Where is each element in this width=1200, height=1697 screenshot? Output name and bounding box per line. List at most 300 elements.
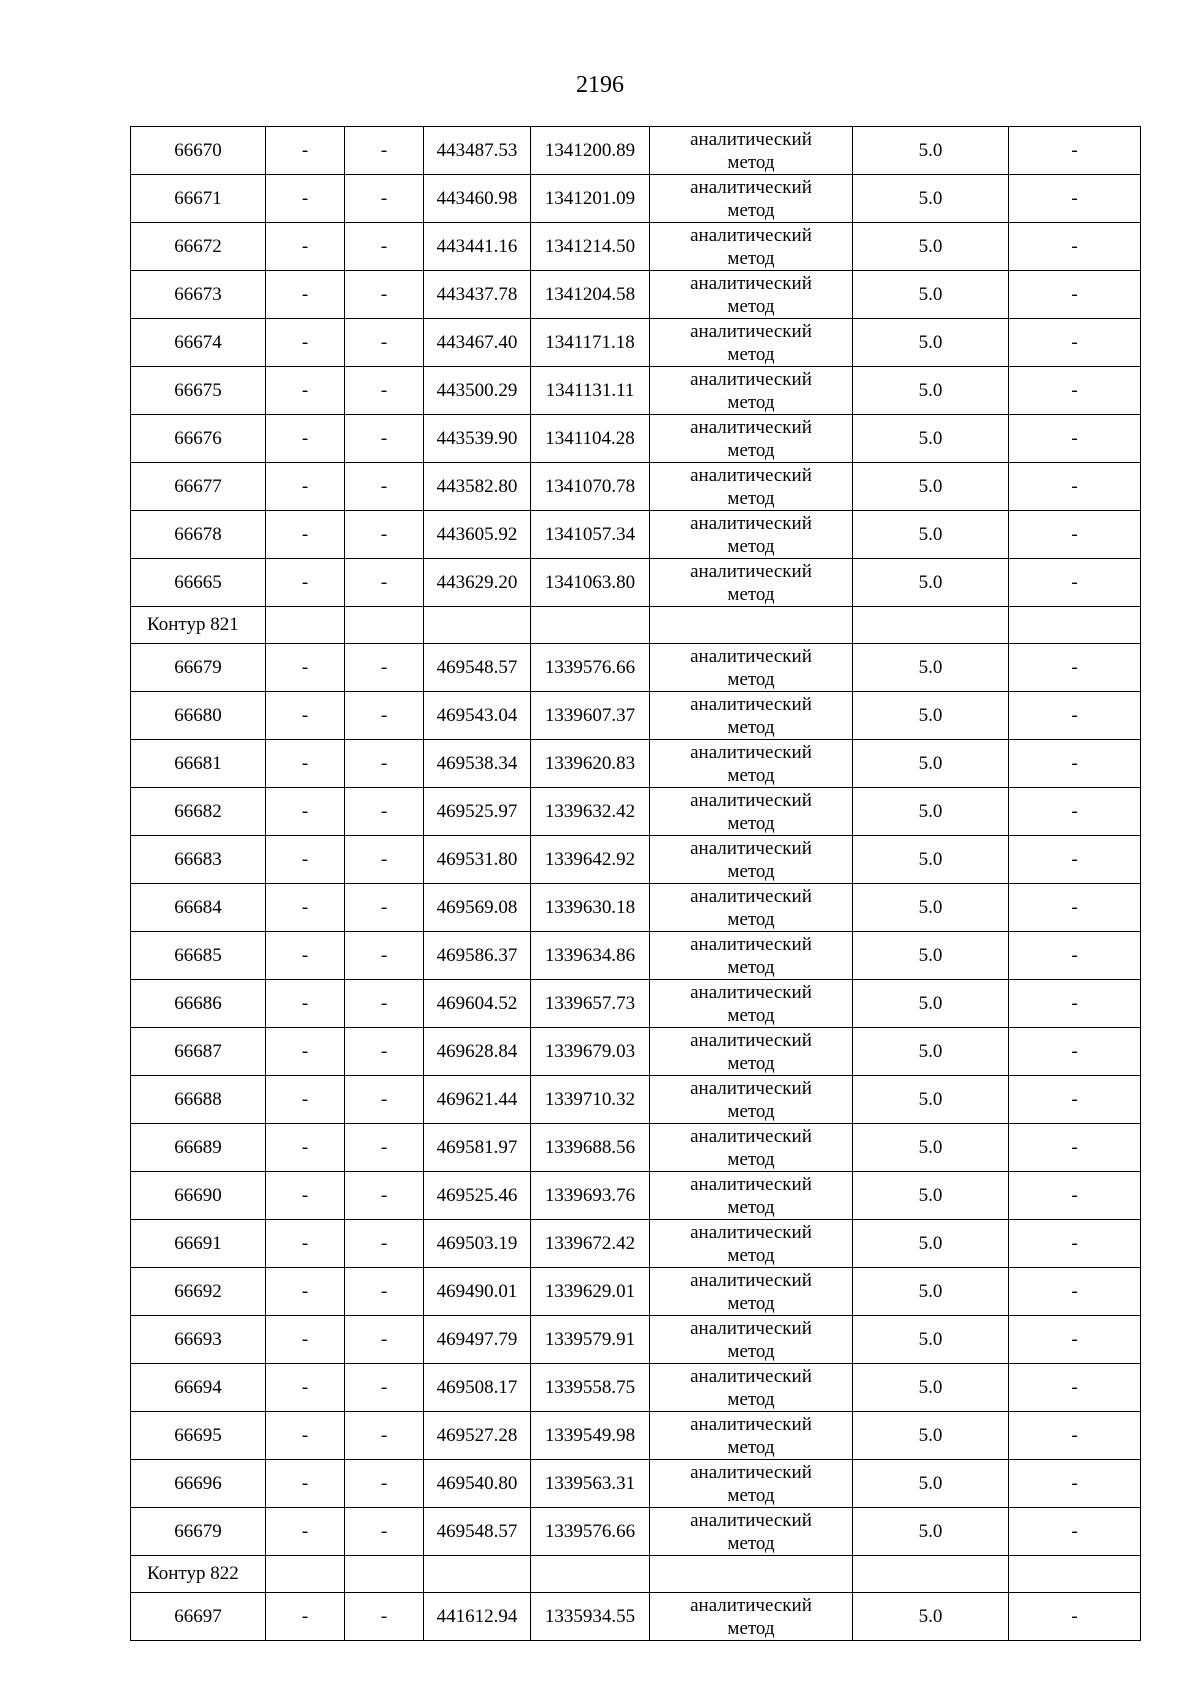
method-text: метод <box>727 1340 775 1362</box>
table-row <box>131 175 1141 223</box>
accuracy-cell: 5.0 <box>853 1508 1009 1556</box>
empty-cell <box>853 607 1009 644</box>
table-row <box>131 271 1141 319</box>
point-id-cell: 66692 <box>131 1268 266 1316</box>
method-text: метод <box>727 199 775 221</box>
method-text: метод <box>727 247 775 269</box>
accuracy-cell: 5.0 <box>853 1364 1009 1412</box>
x-coordinate-cell: 469525.46 <box>424 1172 531 1220</box>
dash-cell: - <box>345 367 424 415</box>
method-text: аналитический <box>690 224 812 246</box>
dash-cell: - <box>345 1593 424 1641</box>
y-coordinate-cell: 1341057.34 <box>531 511 650 559</box>
dash-cell: - <box>1009 644 1141 692</box>
empty-cell <box>345 1556 424 1593</box>
dash-cell: - <box>345 740 424 788</box>
method-text: аналитический <box>690 789 812 811</box>
method-text: метод <box>727 151 775 173</box>
table-row <box>131 223 1141 271</box>
dash-cell: - <box>266 1076 345 1124</box>
method-text: аналитический <box>690 1461 812 1483</box>
y-coordinate-cell: 1341104.28 <box>531 415 650 463</box>
dash-cell: - <box>266 1124 345 1172</box>
y-coordinate-cell: 1339620.83 <box>531 740 650 788</box>
x-coordinate-cell: 469503.19 <box>424 1220 531 1268</box>
method-text: аналитический <box>690 885 812 907</box>
x-coordinate-cell: 469586.37 <box>424 932 531 980</box>
x-coordinate-cell: 469531.80 <box>424 836 531 884</box>
point-id-cell: 66688 <box>131 1076 266 1124</box>
point-id-cell: 66672 <box>131 223 266 271</box>
table-row <box>131 1364 1141 1412</box>
y-coordinate-cell: 1341171.18 <box>531 319 650 367</box>
accuracy-cell: 5.0 <box>853 1412 1009 1460</box>
x-coordinate-cell: 469548.57 <box>424 644 531 692</box>
method-text: аналитический <box>690 1509 812 1531</box>
method-text: аналитический <box>690 1173 812 1195</box>
table-row <box>131 367 1141 415</box>
point-id-cell: 66696 <box>131 1460 266 1508</box>
method-cell <box>650 1412 853 1460</box>
dash-cell: - <box>266 1412 345 1460</box>
dash-cell: - <box>1009 319 1141 367</box>
accuracy-cell: 5.0 <box>853 1316 1009 1364</box>
y-coordinate-cell: 1339710.32 <box>531 1076 650 1124</box>
dash-cell: - <box>1009 463 1141 511</box>
accuracy-cell: 5.0 <box>853 1172 1009 1220</box>
method-text: метод <box>727 1196 775 1218</box>
method-cell <box>650 223 853 271</box>
method-text: метод <box>727 812 775 834</box>
dash-cell: - <box>266 1220 345 1268</box>
table-row <box>131 1220 1141 1268</box>
accuracy-cell: 5.0 <box>853 175 1009 223</box>
method-cell <box>650 740 853 788</box>
method-text: аналитический <box>690 933 812 955</box>
method-cell <box>650 1364 853 1412</box>
method-text: метод <box>727 1292 775 1314</box>
table-row <box>131 740 1141 788</box>
method-cell <box>650 1172 853 1220</box>
dash-cell: - <box>345 511 424 559</box>
x-coordinate-cell: 469569.08 <box>424 884 531 932</box>
method-text: аналитический <box>690 981 812 1003</box>
method-text: аналитический <box>690 320 812 342</box>
x-coordinate-cell: 469621.44 <box>424 1076 531 1124</box>
dash-cell: - <box>266 511 345 559</box>
dash-cell: - <box>1009 692 1141 740</box>
accuracy-cell: 5.0 <box>853 1028 1009 1076</box>
x-coordinate-cell: 469628.84 <box>424 1028 531 1076</box>
method-text: аналитический <box>690 1221 812 1243</box>
method-text: аналитический <box>690 1594 812 1616</box>
dash-cell: - <box>345 884 424 932</box>
dash-cell: - <box>345 1076 424 1124</box>
contour-label: Контур 822 <box>131 1556 266 1593</box>
dash-cell: - <box>345 1268 424 1316</box>
point-id-cell: 66679 <box>131 644 266 692</box>
accuracy-cell: 5.0 <box>853 932 1009 980</box>
dash-cell: - <box>345 836 424 884</box>
dash-cell: - <box>345 175 424 223</box>
x-coordinate-cell: 443460.98 <box>424 175 531 223</box>
dash-cell: - <box>266 1364 345 1412</box>
x-coordinate-cell: 441612.94 <box>424 1593 531 1641</box>
accuracy-cell: 5.0 <box>853 319 1009 367</box>
method-text: аналитический <box>690 693 812 715</box>
dash-cell: - <box>1009 367 1141 415</box>
x-coordinate-cell: 469527.28 <box>424 1412 531 1460</box>
method-text: метод <box>727 583 775 605</box>
point-id-cell: 66680 <box>131 692 266 740</box>
point-id-cell: 66671 <box>131 175 266 223</box>
x-coordinate-cell: 469604.52 <box>424 980 531 1028</box>
method-cell <box>650 367 853 415</box>
y-coordinate-cell: 1339642.92 <box>531 836 650 884</box>
dash-cell: - <box>345 223 424 271</box>
method-cell <box>650 836 853 884</box>
point-id-cell: 66681 <box>131 740 266 788</box>
dash-cell: - <box>1009 1412 1141 1460</box>
method-text: метод <box>727 764 775 786</box>
accuracy-cell: 5.0 <box>853 1460 1009 1508</box>
method-text: аналитический <box>690 1077 812 1099</box>
dash-cell: - <box>266 836 345 884</box>
method-text: метод <box>727 716 775 738</box>
dash-cell: - <box>1009 932 1141 980</box>
method-text: метод <box>727 908 775 930</box>
point-id-cell: 66687 <box>131 1028 266 1076</box>
point-id-cell: 66691 <box>131 1220 266 1268</box>
x-coordinate-cell: 443539.90 <box>424 415 531 463</box>
dash-cell: - <box>345 1460 424 1508</box>
x-coordinate-cell: 443500.29 <box>424 367 531 415</box>
method-text: метод <box>727 391 775 413</box>
table-row <box>131 1412 1141 1460</box>
dash-cell: - <box>266 1316 345 1364</box>
accuracy-cell: 5.0 <box>853 884 1009 932</box>
method-cell <box>650 1593 853 1641</box>
accuracy-cell: 5.0 <box>853 836 1009 884</box>
empty-cell <box>650 607 853 644</box>
dash-cell: - <box>1009 1316 1141 1364</box>
method-text: метод <box>727 1388 775 1410</box>
point-id-cell: 66686 <box>131 980 266 1028</box>
table-row <box>131 1268 1141 1316</box>
dash-cell: - <box>345 1124 424 1172</box>
method-cell <box>650 1076 853 1124</box>
dash-cell: - <box>345 644 424 692</box>
y-coordinate-cell: 1339558.75 <box>531 1364 650 1412</box>
dash-cell: - <box>266 367 345 415</box>
x-coordinate-cell: 443467.40 <box>424 319 531 367</box>
table-row <box>131 511 1141 559</box>
table-row <box>131 1124 1141 1172</box>
empty-cell <box>266 1556 345 1593</box>
dash-cell: - <box>345 788 424 836</box>
x-coordinate-cell: 443441.16 <box>424 223 531 271</box>
method-text: метод <box>727 1484 775 1506</box>
point-id-cell: 66676 <box>131 415 266 463</box>
dash-cell: - <box>1009 1220 1141 1268</box>
dash-cell: - <box>266 559 345 607</box>
dash-cell: - <box>266 980 345 1028</box>
point-id-cell: 66689 <box>131 1124 266 1172</box>
point-id-cell: 66683 <box>131 836 266 884</box>
table-body <box>131 127 1141 1641</box>
empty-cell <box>345 607 424 644</box>
accuracy-cell: 5.0 <box>853 559 1009 607</box>
method-cell <box>650 1508 853 1556</box>
point-id-cell: 66682 <box>131 788 266 836</box>
x-coordinate-cell: 469497.79 <box>424 1316 531 1364</box>
y-coordinate-cell: 1339563.31 <box>531 1460 650 1508</box>
accuracy-cell: 5.0 <box>853 511 1009 559</box>
dash-cell: - <box>266 319 345 367</box>
table-row <box>131 692 1141 740</box>
y-coordinate-cell: 1335934.55 <box>531 1593 650 1641</box>
method-text: аналитический <box>690 416 812 438</box>
page-number: 2196 <box>576 72 624 98</box>
x-coordinate-cell: 469490.01 <box>424 1268 531 1316</box>
accuracy-cell: 5.0 <box>853 692 1009 740</box>
table-row <box>131 788 1141 836</box>
dash-cell: - <box>345 1172 424 1220</box>
accuracy-cell: 5.0 <box>853 127 1009 175</box>
dash-cell: - <box>345 980 424 1028</box>
method-text: метод <box>727 1052 775 1074</box>
method-text: метод <box>727 1436 775 1458</box>
dash-cell: - <box>345 1412 424 1460</box>
y-coordinate-cell: 1339688.56 <box>531 1124 650 1172</box>
dash-cell: - <box>345 1028 424 1076</box>
point-id-cell: 66674 <box>131 319 266 367</box>
accuracy-cell: 5.0 <box>853 644 1009 692</box>
accuracy-cell: 5.0 <box>853 223 1009 271</box>
method-cell <box>650 1220 853 1268</box>
method-cell <box>650 980 853 1028</box>
y-coordinate-cell: 1339672.42 <box>531 1220 650 1268</box>
point-id-cell: 66677 <box>131 463 266 511</box>
dash-cell: - <box>345 415 424 463</box>
dash-cell: - <box>266 1460 345 1508</box>
dash-cell: - <box>345 271 424 319</box>
y-coordinate-cell: 1341200.89 <box>531 127 650 175</box>
y-coordinate-cell: 1341070.78 <box>531 463 650 511</box>
x-coordinate-cell: 469508.17 <box>424 1364 531 1412</box>
y-coordinate-cell: 1339657.73 <box>531 980 650 1028</box>
table-row <box>131 1593 1141 1641</box>
method-text: метод <box>727 1100 775 1122</box>
method-text: аналитический <box>690 464 812 486</box>
point-id-cell: 66685 <box>131 932 266 980</box>
table-row <box>131 1508 1141 1556</box>
accuracy-cell: 5.0 <box>853 367 1009 415</box>
dash-cell: - <box>345 932 424 980</box>
method-cell <box>650 1460 853 1508</box>
x-coordinate-cell: 469581.97 <box>424 1124 531 1172</box>
method-text: аналитический <box>690 128 812 150</box>
method-text: аналитический <box>690 1365 812 1387</box>
dash-cell: - <box>345 463 424 511</box>
contour-label: Контур 821 <box>131 607 266 644</box>
dash-cell: - <box>266 932 345 980</box>
point-id-cell: 66684 <box>131 884 266 932</box>
method-text: метод <box>727 1617 775 1639</box>
point-id-cell: 66690 <box>131 1172 266 1220</box>
method-text: аналитический <box>690 1125 812 1147</box>
dash-cell: - <box>266 788 345 836</box>
dash-cell: - <box>1009 980 1141 1028</box>
dash-cell: - <box>345 127 424 175</box>
method-cell <box>650 788 853 836</box>
dash-cell: - <box>1009 1593 1141 1641</box>
method-cell <box>650 1268 853 1316</box>
y-coordinate-cell: 1341204.58 <box>531 271 650 319</box>
method-text: метод <box>727 343 775 365</box>
method-cell <box>650 463 853 511</box>
x-coordinate-cell: 469548.57 <box>424 1508 531 1556</box>
point-id-cell: 66693 <box>131 1316 266 1364</box>
empty-cell <box>853 1556 1009 1593</box>
dash-cell: - <box>345 559 424 607</box>
method-text: метод <box>727 1004 775 1026</box>
dash-cell: - <box>345 1508 424 1556</box>
contour-row <box>131 1556 1141 1593</box>
point-id-cell: 66694 <box>131 1364 266 1412</box>
method-cell <box>650 1028 853 1076</box>
table-row <box>131 884 1141 932</box>
dash-cell: - <box>1009 1076 1141 1124</box>
method-text: аналитический <box>690 1317 812 1339</box>
y-coordinate-cell: 1341131.11 <box>531 367 650 415</box>
table-row <box>131 463 1141 511</box>
dash-cell: - <box>1009 740 1141 788</box>
method-cell <box>650 511 853 559</box>
method-cell <box>650 692 853 740</box>
dash-cell: - <box>266 1268 345 1316</box>
method-text: аналитический <box>690 1029 812 1051</box>
method-cell <box>650 932 853 980</box>
method-text: метод <box>727 535 775 557</box>
method-cell <box>650 884 853 932</box>
accuracy-cell: 5.0 <box>853 1220 1009 1268</box>
dash-cell: - <box>266 223 345 271</box>
point-id-cell: 66695 <box>131 1412 266 1460</box>
method-cell <box>650 127 853 175</box>
table-row <box>131 559 1141 607</box>
method-text: метод <box>727 860 775 882</box>
method-cell <box>650 175 853 223</box>
table-row <box>131 980 1141 1028</box>
method-text: метод <box>727 487 775 509</box>
dash-cell: - <box>1009 511 1141 559</box>
table-row <box>131 127 1141 175</box>
y-coordinate-cell: 1339634.86 <box>531 932 650 980</box>
y-coordinate-cell: 1339693.76 <box>531 1172 650 1220</box>
dash-cell: - <box>266 271 345 319</box>
accuracy-cell: 5.0 <box>853 980 1009 1028</box>
point-id-cell: 66679 <box>131 1508 266 1556</box>
y-coordinate-cell: 1339576.66 <box>531 644 650 692</box>
dash-cell: - <box>1009 836 1141 884</box>
dash-cell: - <box>266 415 345 463</box>
dash-cell: - <box>266 1508 345 1556</box>
dash-cell: - <box>1009 1364 1141 1412</box>
table-row <box>131 1316 1141 1364</box>
dash-cell: - <box>266 1028 345 1076</box>
x-coordinate-cell: 443605.92 <box>424 511 531 559</box>
y-coordinate-cell: 1339607.37 <box>531 692 650 740</box>
dash-cell: - <box>1009 175 1141 223</box>
method-text: метод <box>727 1532 775 1554</box>
method-cell <box>650 559 853 607</box>
table-row <box>131 415 1141 463</box>
dash-cell: - <box>1009 1028 1141 1076</box>
x-coordinate-cell: 469538.34 <box>424 740 531 788</box>
accuracy-cell: 5.0 <box>853 1268 1009 1316</box>
table-row <box>131 1172 1141 1220</box>
accuracy-cell: 5.0 <box>853 271 1009 319</box>
dash-cell: - <box>345 692 424 740</box>
dash-cell: - <box>1009 559 1141 607</box>
y-coordinate-cell: 1339679.03 <box>531 1028 650 1076</box>
dash-cell: - <box>1009 884 1141 932</box>
y-coordinate-cell: 1339630.18 <box>531 884 650 932</box>
accuracy-cell: 5.0 <box>853 415 1009 463</box>
contour-row <box>131 607 1141 644</box>
method-text: метод <box>727 295 775 317</box>
y-coordinate-cell: 1339629.01 <box>531 1268 650 1316</box>
dash-cell: - <box>266 463 345 511</box>
accuracy-cell: 5.0 <box>853 1593 1009 1641</box>
method-cell <box>650 271 853 319</box>
empty-cell <box>1009 607 1141 644</box>
y-coordinate-cell: 1341201.09 <box>531 175 650 223</box>
method-text: аналитический <box>690 645 812 667</box>
dash-cell: - <box>1009 1460 1141 1508</box>
method-cell <box>650 415 853 463</box>
dash-cell: - <box>266 1172 345 1220</box>
method-text: аналитический <box>690 272 812 294</box>
dash-cell: - <box>345 319 424 367</box>
dash-cell: - <box>266 127 345 175</box>
y-coordinate-cell: 1341063.80 <box>531 559 650 607</box>
y-coordinate-cell: 1339576.66 <box>531 1508 650 1556</box>
accuracy-cell: 5.0 <box>853 740 1009 788</box>
dash-cell: - <box>266 1593 345 1641</box>
table-row <box>131 1028 1141 1076</box>
dash-cell: - <box>266 644 345 692</box>
method-text: метод <box>727 439 775 461</box>
dash-cell: - <box>1009 1268 1141 1316</box>
empty-cell <box>424 1556 531 1593</box>
empty-cell <box>1009 1556 1141 1593</box>
y-coordinate-cell: 1339632.42 <box>531 788 650 836</box>
method-text: аналитический <box>690 1269 812 1291</box>
y-coordinate-cell: 1339579.91 <box>531 1316 650 1364</box>
dash-cell: - <box>1009 1172 1141 1220</box>
table-row <box>131 644 1141 692</box>
method-text: аналитический <box>690 512 812 534</box>
method-text: метод <box>727 1148 775 1170</box>
y-coordinate-cell: 1339549.98 <box>531 1412 650 1460</box>
accuracy-cell: 5.0 <box>853 1124 1009 1172</box>
x-coordinate-cell: 443487.53 <box>424 127 531 175</box>
method-text: аналитический <box>690 1413 812 1435</box>
empty-cell <box>531 607 650 644</box>
dash-cell: - <box>266 692 345 740</box>
